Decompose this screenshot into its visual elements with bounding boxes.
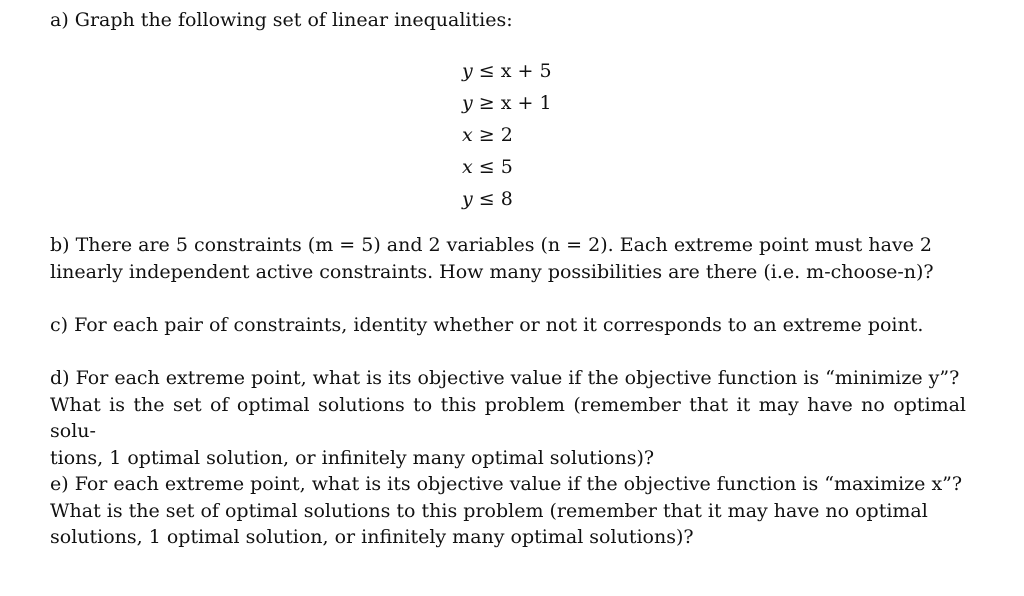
part-e-prompt [50, 471, 966, 551]
part-a-text: a) Graph the following set of linear inequalities: [50, 9, 513, 31]
part-c-line-1: c) For each pair of constraints, identity whether or not it corresponds to an extreme point. [50, 314, 924, 336]
part-d-line-3: tions, 1 optimal solution, or infinitely many optimal solutions)? [50, 446, 655, 469]
inequality-5: y ≤ 8 [462, 188, 513, 210]
part-b-line-1: b) There are 5 constraints (m = 5) and 2 variables (n = 2). Each extreme point must have 2 [50, 234, 932, 256]
part-a-prompt [50, 7, 966, 34]
inequality-4: x ≤ 5 [462, 156, 513, 178]
inequality-list [462, 55, 622, 215]
inequality-1: y ≤ x + 5 [462, 60, 552, 82]
part-b-line-2: linearly independent active constraints. How many possibilities are there (i.e. m-choose-n)? [50, 260, 934, 283]
part-d-line-1: d) For each extreme point, what is its objective value if the objective function is “minimize y”? [50, 367, 960, 389]
part-d-line-2: What is the set of optimal solutions to this problem (remember that it may have no optimal solu- [50, 393, 966, 442]
inequality-2: y ≥ x + 1 [462, 92, 552, 114]
part-d-prompt [50, 365, 966, 471]
part-c-prompt [50, 312, 966, 339]
part-b-prompt [50, 232, 966, 285]
inequality-3: x ≥ 2 [462, 124, 513, 146]
part-e-line-1: e) For each extreme point, what is its objective value if the objective function is “maximize x”? [50, 473, 963, 495]
part-e-line-3: solutions, 1 optimal solution, or infinitely many optimal solutions)? [50, 526, 694, 548]
part-e-line-2: What is the set of optimal solutions to this problem (remember that it may have no optimal [50, 499, 928, 522]
